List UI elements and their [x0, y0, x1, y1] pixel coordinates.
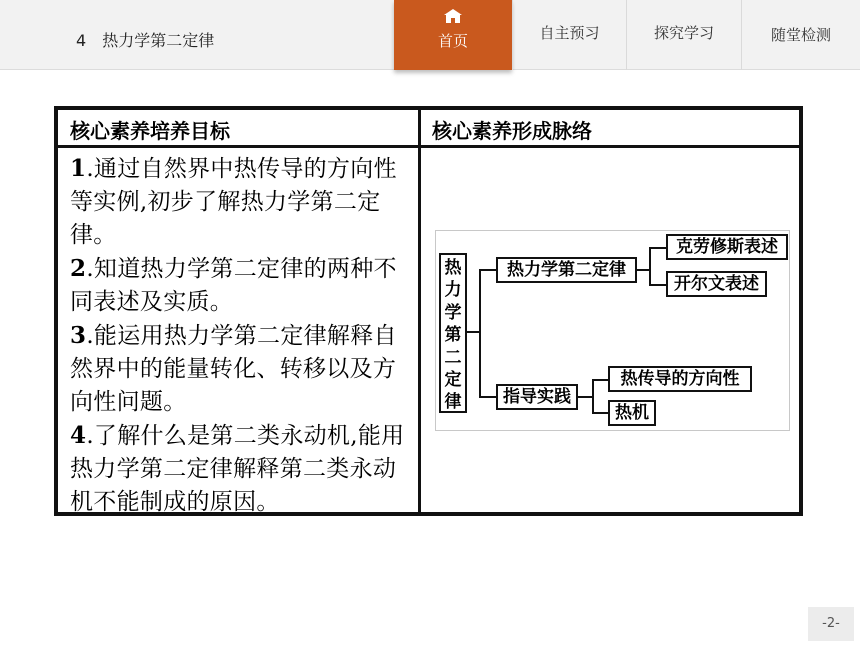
goal-item: [70, 319, 410, 419]
concept-root-box: 热力学第二定律: [439, 253, 467, 413]
concept-branch-law: 热力学第二定律: [496, 257, 637, 283]
concept-map-diagram: [435, 230, 790, 431]
home-button[interactable]: [394, 0, 512, 70]
goal-text: .能运用热力学第二定律解释自然界中的能量转化、转移以及方向性问题。: [70, 323, 397, 415]
goals-list: [70, 152, 410, 519]
goal-item: [70, 252, 410, 319]
goal-number: 3: [70, 322, 87, 349]
table-header-divider: [58, 145, 799, 148]
top-navigation-bar: [0, 0, 860, 70]
goal-text: .通过自然界中热传导的方向性等实例,初步了解热力学第二定律。: [70, 156, 397, 248]
concept-leaf-heat-engine: 热机: [608, 400, 656, 426]
nav-self-preview-label: 自主预习: [539, 24, 600, 42]
connector-line: [649, 247, 666, 249]
goal-number: 4: [70, 422, 87, 449]
nav-in-class-test[interactable]: [741, 0, 860, 70]
lesson-title-text: 热力学第二定律: [102, 31, 215, 50]
connector-line: [649, 247, 651, 285]
nav-in-class-test-label: 随堂检测: [770, 26, 831, 44]
goal-text: .知道热力学第二定律的两种不同表述及实质。: [70, 256, 397, 315]
lesson-number: 4: [76, 31, 87, 50]
goal-item: [70, 152, 410, 252]
nav-explore-study-label: 探究学习: [653, 24, 714, 42]
connector-line: [592, 379, 608, 381]
connector-line: [592, 379, 594, 413]
nav-self-preview[interactable]: [512, 0, 626, 70]
literacy-goals-table: [54, 106, 803, 516]
concept-leaf-kelvin: 开尔文表述: [666, 271, 767, 297]
connector-line: [479, 269, 481, 397]
table-header-context: 核心素养形成脉络: [432, 119, 592, 143]
page-number: -2-: [822, 616, 840, 631]
connector-line: [467, 331, 479, 333]
nav-explore-study[interactable]: [626, 0, 741, 70]
table-column-divider: [418, 110, 421, 512]
goal-number: 1: [70, 155, 87, 182]
goal-text: .了解什么是第二类永动机,能用热力学第二定律解释第二类永动机不能制成的原因。: [70, 423, 405, 515]
connector-line: [637, 269, 649, 271]
table-header-goals: 核心素养培养目标: [70, 119, 230, 143]
connector-line: [649, 284, 666, 286]
concept-leaf-heat-direction: 热传导的方向性: [608, 366, 752, 392]
lesson-title: [76, 28, 214, 51]
home-button-label: 首页: [437, 32, 468, 50]
connector-line: [578, 396, 592, 398]
concept-leaf-clausius: 克劳修斯表述: [666, 234, 788, 260]
goal-item: [70, 419, 410, 519]
connector-line: [592, 412, 608, 414]
page-number-badge: [808, 607, 854, 641]
home-icon: [444, 9, 462, 23]
goal-number: 2: [70, 255, 87, 282]
concept-branch-practice: 指导实践: [496, 384, 578, 410]
connector-line: [479, 269, 496, 271]
connector-line: [479, 396, 496, 398]
